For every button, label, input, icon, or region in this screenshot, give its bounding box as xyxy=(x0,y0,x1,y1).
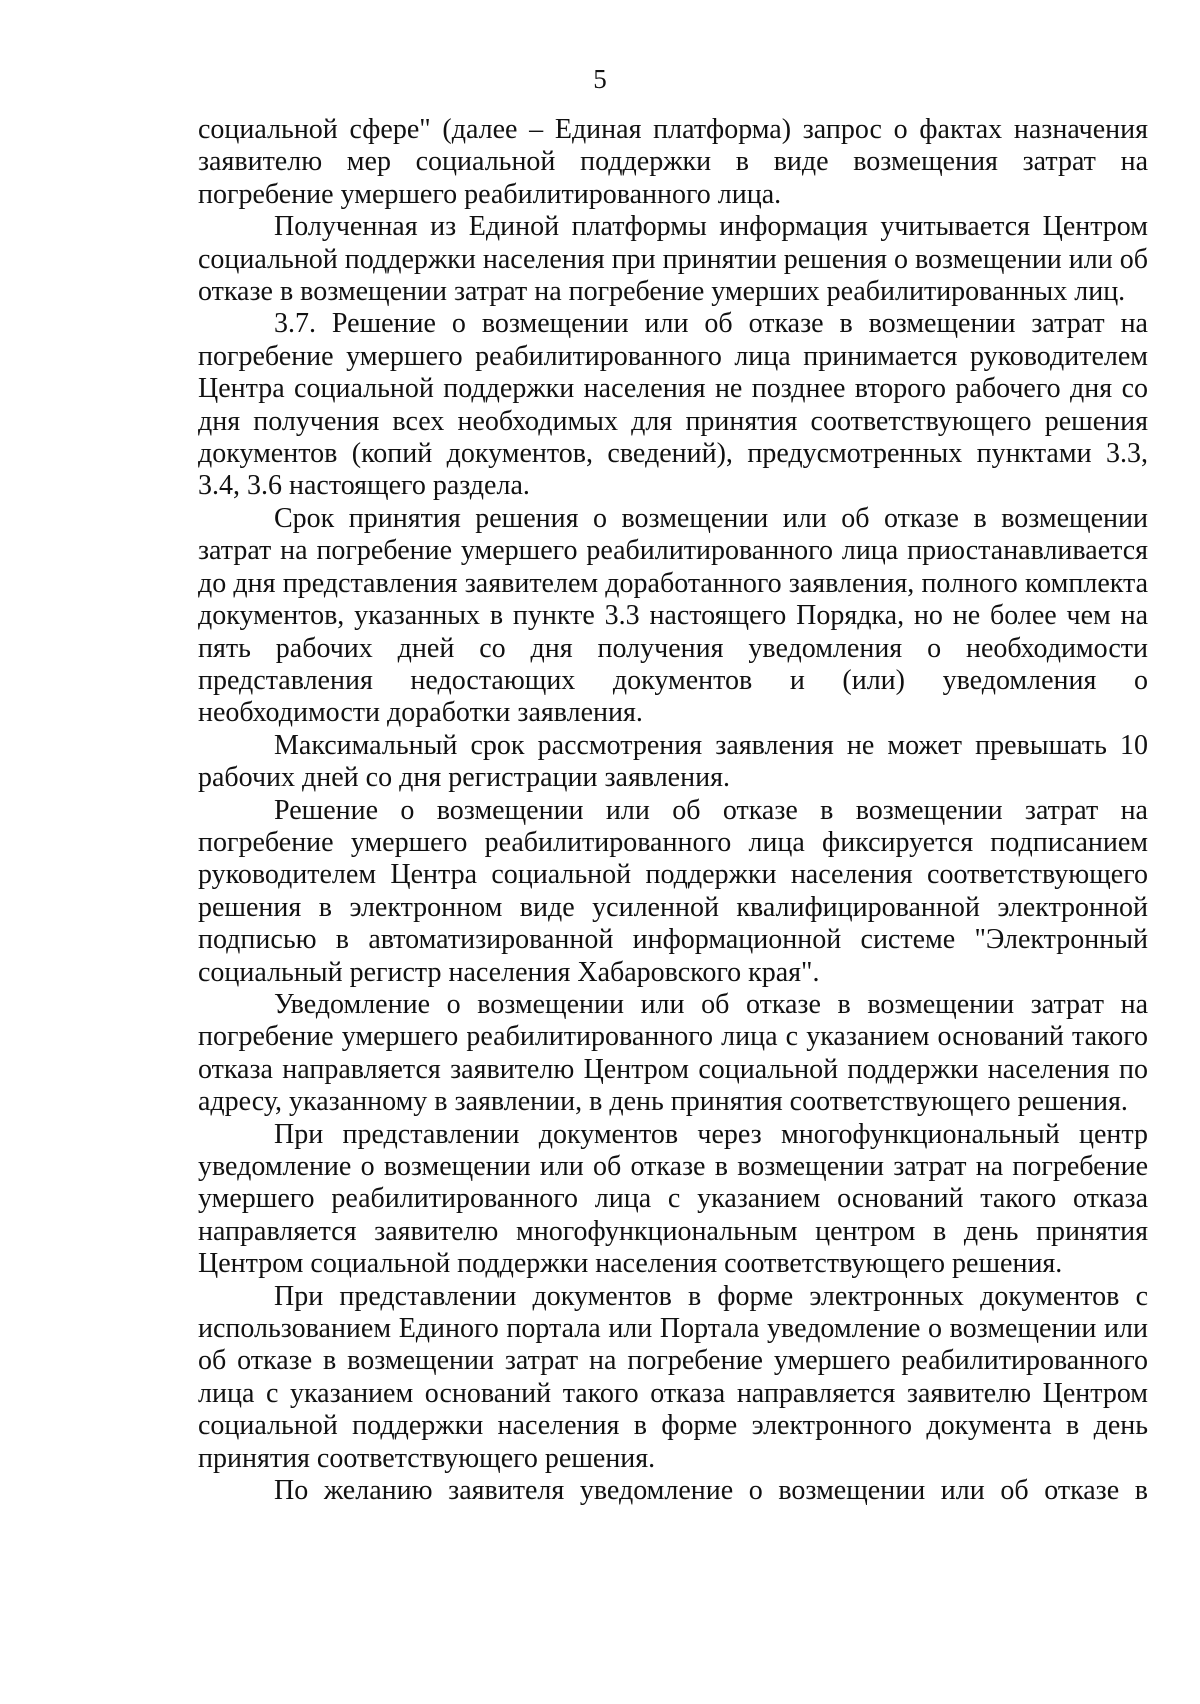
paragraph-notification-mfc: При представлении документов через многофункциональный центр уведомление о возмещении или об отказе в возмещении затрат на погребение умершего реабилитированного лица с указанием оснований такого отказа направляется заявителю многофункциональным центром в день принятия Центром социальной поддержки населения соответствующего решения. xyxy=(198,1118,1148,1280)
paragraph-suspension-term: Срок принятия решения о возмещении или об отказе в возмещении затрат на погребение умершего реабилитированного лица приостанавливается до дня представления заявителем доработанного заявления, полного комплекта документов, указанных в пункте 3.3 настоящего Порядка, но не более чем на пять рабочих дней со дня получения уведомления о необходимости представления недостающих документов и (или) уведомления о необходимости доработки заявления. xyxy=(198,502,1148,729)
paragraph-notification-address: Уведомление о возмещении или об отказе в возмещении затрат на погребение умершего реабилитированного лица с указанием оснований такого отказа направляется заявителю Центром социальной поддержки населения по адресу, указанному в заявлении, в день принятия соответствующего решения. xyxy=(198,988,1148,1118)
paragraph-3-7: 3.7. Решение о возмещении или об отказе в возмещении затрат на погребение умершего реабилитированного лица принимается руководителем Центра социальной поддержки населения не позднее второго рабочего дня со дня получения всех необходимых для принятия соответствующего решения документов (копий документов, сведений), предусмотренных пунктами 3.3, 3.4, 3.6 настоящего раздела. xyxy=(198,308,1148,502)
paragraph-continuation: социальной сфере" (далее – Единая платформа) запрос о фактах назначения заявителю мер социальной поддержки в виде возмещения затрат на погребение умершего реабилитированного лица. xyxy=(198,114,1148,210)
paragraph-max-term: Максимальный срок рассмотрения заявления не может превышать 10 рабочих дней со дня регистрации заявления. xyxy=(198,729,1148,794)
paragraph-platform-info: Полученная из Единой платформы информация учитывается Центром социальной поддержки населения при принятии решения о возмещении или об отказе в возмещении затрат на погребение умерших реабилитированных лиц. xyxy=(198,211,1148,308)
paragraph-notification-request: По желанию заявителя уведомление о возмещении или об отказе в xyxy=(274,1475,1148,1507)
page-number: 5 xyxy=(593,64,607,94)
paragraph-decision-signing: Решение о возмещении или об отказе в возмещении затрат на погребение умершего реабилитированного лица фиксируется подписанием руководителем Центра социальной поддержки населения соответствующего решения в электронном виде усиленной квалифицированной электронной подписью в автоматизированной информационной системе "Электронный социальный регистр населения Хабаровского края". xyxy=(198,794,1148,988)
document-body xyxy=(198,114,1148,1507)
paragraph-notification-electronic: При представлении документов в форме электронных документов с использованием Единого портала или Портала уведомление о возмещении или об отказе в возмещении затрат на погребение умершего реабилитированного лица с указанием оснований такого отказа направляется заявителю Центром социальной поддержки населения в форме электронного документа в день принятия соответствующего решения. xyxy=(198,1280,1148,1474)
